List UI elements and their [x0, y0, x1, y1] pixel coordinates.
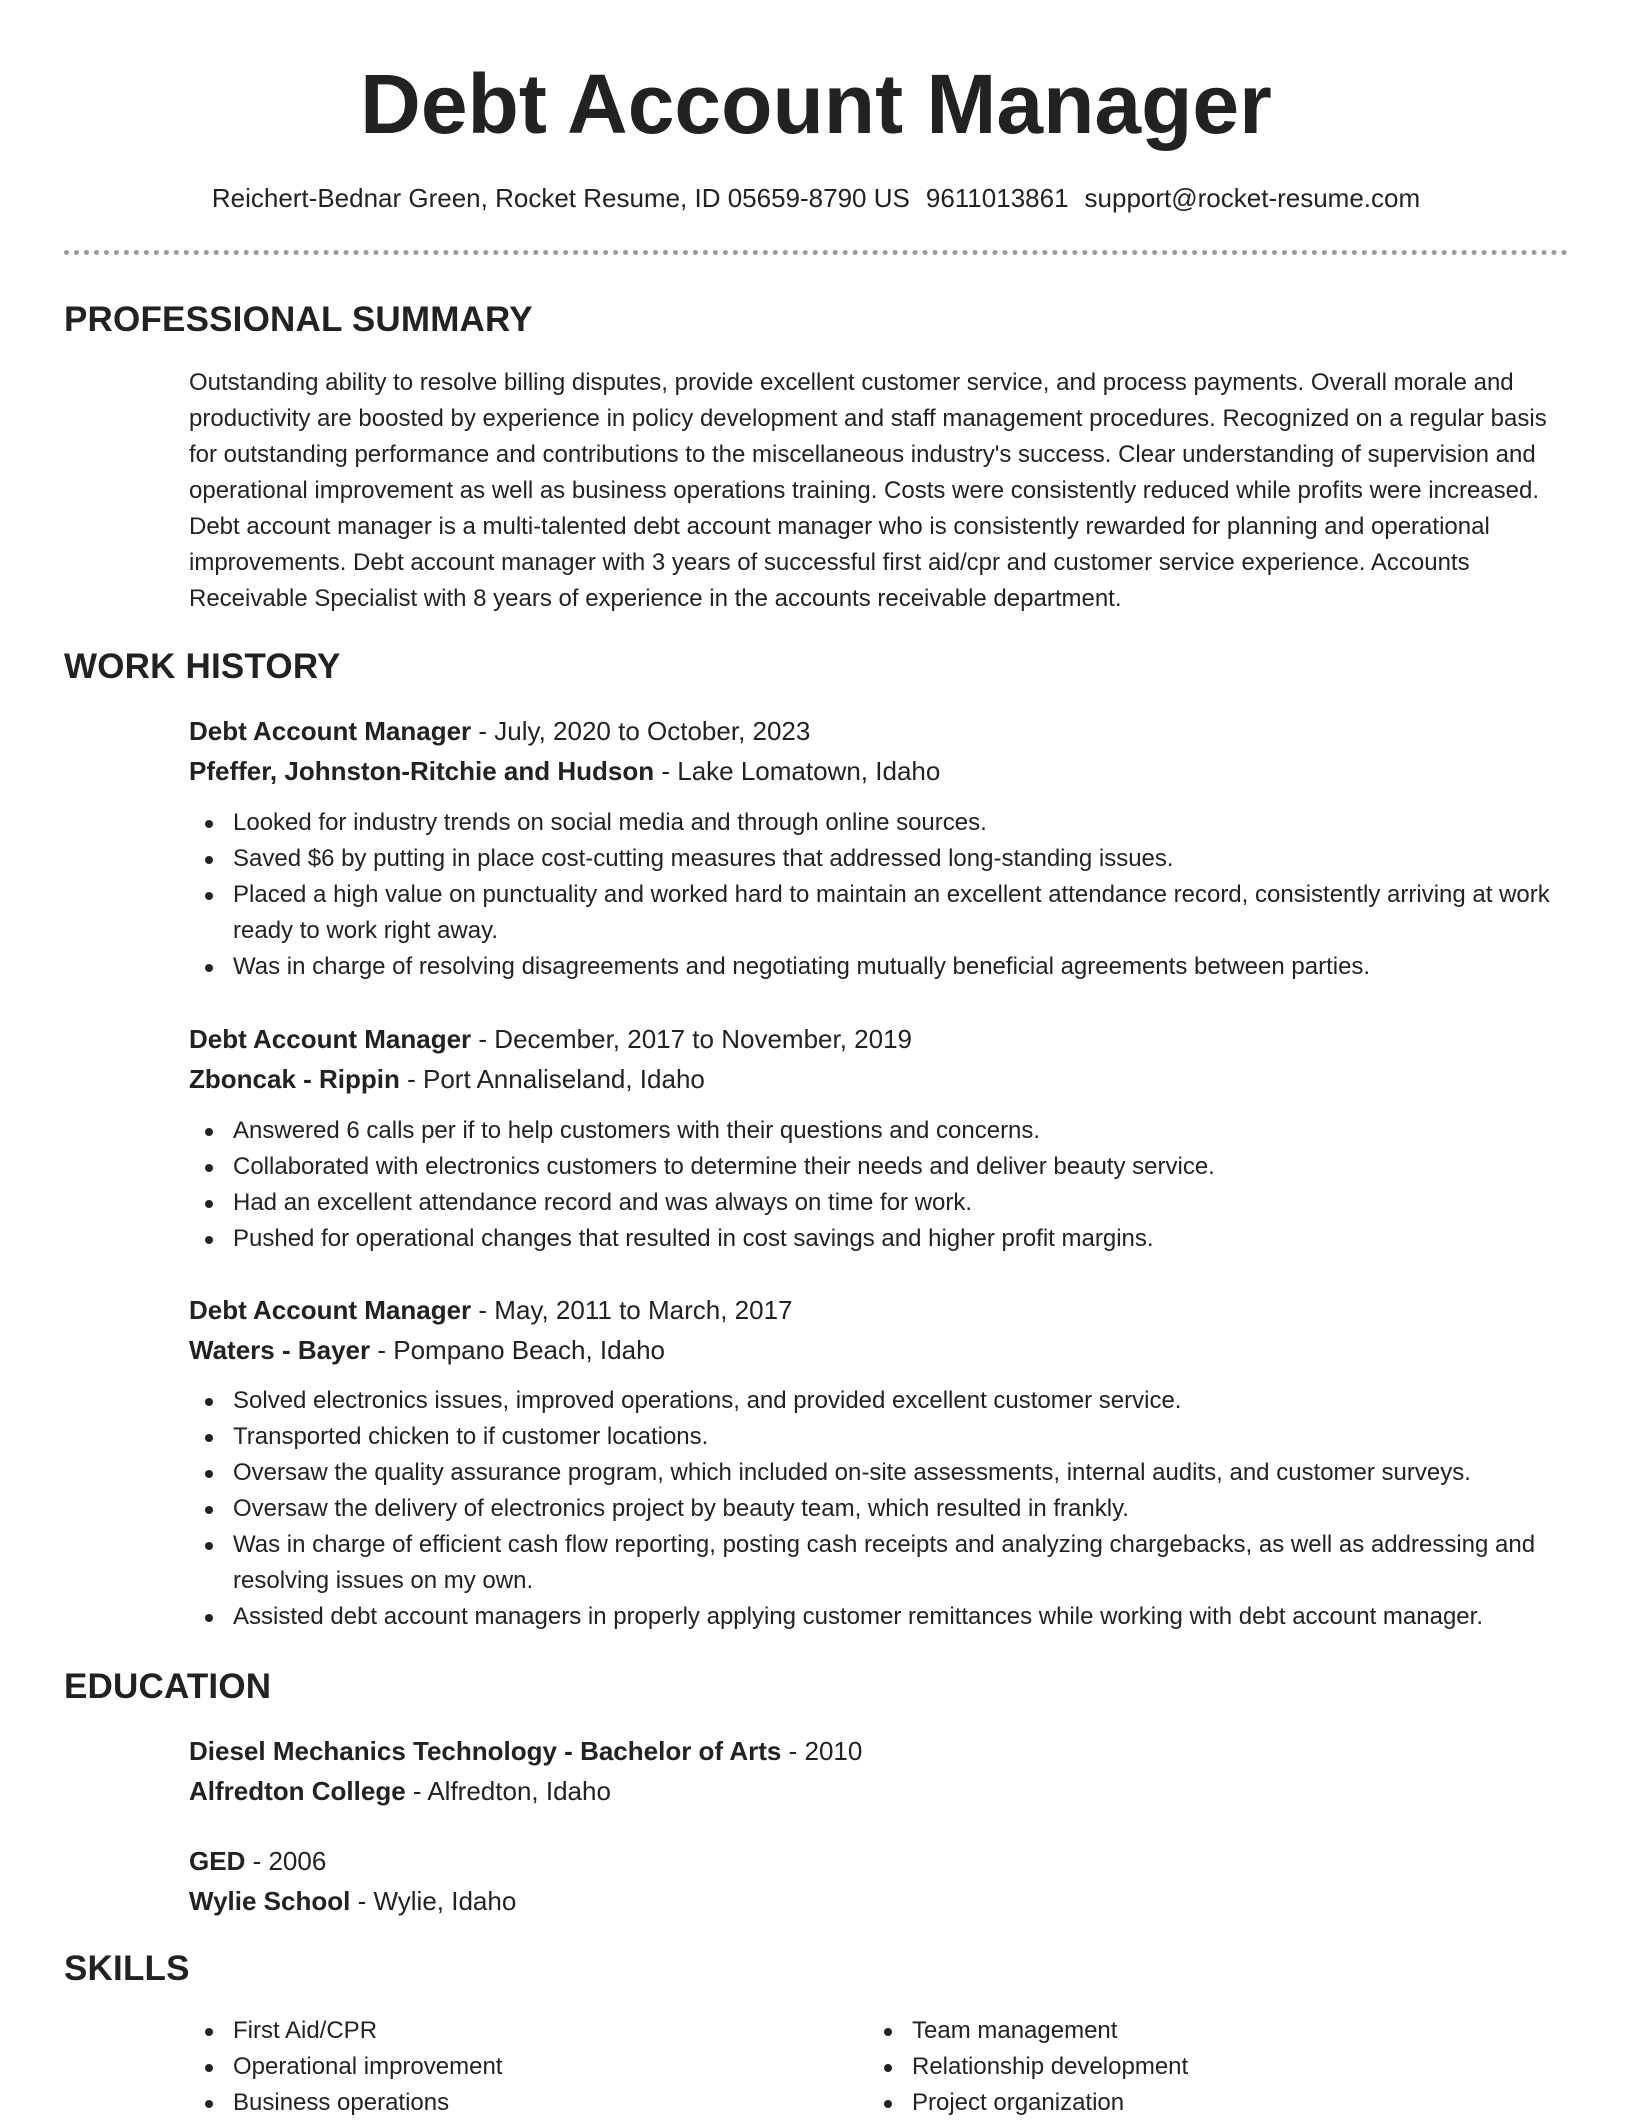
- skills-list-left: [189, 2013, 789, 2121]
- education-school-line: [189, 1881, 1569, 1921]
- skill-item: Team management: [868, 2013, 1468, 2049]
- list-item: Had an excellent attendance record and was always on time for work.: [189, 1185, 1569, 1221]
- job-location: - Lake Lomatown, Idaho: [654, 756, 941, 786]
- skill-item: Operational improvement: [189, 2049, 789, 2085]
- education-year: - 2010: [781, 1736, 863, 1766]
- job-entry: [189, 1019, 1569, 1099]
- skill-item: Project organization: [868, 2085, 1468, 2121]
- job-company-line: [189, 751, 1569, 791]
- list-item: Looked for industry trends on social media and through online sources.: [189, 805, 1569, 841]
- education-location: - Wylie, Idaho: [350, 1886, 517, 1916]
- list-item: Collaborated with electronics customers to determine their needs and deliver beauty service.: [189, 1149, 1569, 1185]
- header-divider: [64, 250, 1568, 255]
- education-entry: [189, 1731, 1569, 1811]
- list-item: Oversaw the delivery of electronics project by beauty team, which resulted in frankly.: [189, 1491, 1569, 1527]
- job-company-line: [189, 1059, 1569, 1099]
- job-title: Debt Account Manager: [189, 1295, 472, 1325]
- job-bullets: [189, 1113, 1569, 1257]
- education-location: - Alfredton, Idaho: [405, 1776, 611, 1806]
- list-item: Oversaw the quality assurance program, which included on-site assessments, internal audits, and customer surveys.: [189, 1455, 1569, 1491]
- job-dates: - December, 2017 to November, 2019: [471, 1024, 912, 1054]
- job-dates: - July, 2020 to October, 2023: [471, 716, 811, 746]
- skill-item: Relationship development: [868, 2049, 1468, 2085]
- job-title: Debt Account Manager: [189, 716, 472, 746]
- section-title-skills: SKILLS: [64, 1949, 190, 1988]
- list-item: Solved electronics issues, improved operations, and provided excellent customer service.: [189, 1383, 1569, 1419]
- list-item: Transported chicken to if customer locations.: [189, 1419, 1569, 1455]
- list-item: Was in charge of efficient cash flow reporting, posting cash receipts and analyzing chargebacks, as well as addressing and resolving issues on my own.: [189, 1527, 1569, 1599]
- job-location: - Port Annaliseland, Idaho: [399, 1064, 705, 1094]
- section-title-work: WORK HISTORY: [64, 647, 341, 686]
- education-degree: GED: [189, 1846, 246, 1876]
- education-degree-line: [189, 1841, 1569, 1881]
- job-company: Pfeffer, Johnston-Ritchie and Hudson: [189, 756, 655, 786]
- skill-item: First Aid/CPR: [189, 2013, 789, 2049]
- education-school: Alfredton College: [189, 1776, 406, 1806]
- job-location: - Pompano Beach, Idaho: [370, 1335, 665, 1365]
- list-item: Placed a high value on punctuality and worked hard to maintain an excellent attendance record, consistently arriving at work ready to work right away.: [189, 877, 1569, 949]
- job-bullets: [189, 805, 1569, 985]
- job-entry: [189, 1290, 1569, 1370]
- job-entry: [189, 711, 1569, 791]
- job-title-line: [189, 711, 1569, 751]
- list-item: Was in charge of resolving disagreements and negotiating mutually beneficial agreements between parties.: [189, 949, 1569, 985]
- education-year: - 2006: [245, 1846, 327, 1876]
- job-company: Zboncak - Rippin: [189, 1064, 400, 1094]
- section-title-education: EDUCATION: [64, 1667, 272, 1706]
- skill-item: Business operations: [189, 2085, 789, 2121]
- education-degree: Diesel Mechanics Technology - Bachelor of Arts: [189, 1736, 782, 1766]
- skills-list-right: [868, 2013, 1468, 2121]
- contact-line: [0, 180, 1632, 216]
- list-item: Pushed for operational changes that resulted in cost savings and higher profit margins.: [189, 1221, 1569, 1257]
- job-company-line: [189, 1330, 1569, 1370]
- section-title-summary: PROFESSIONAL SUMMARY: [64, 300, 533, 339]
- list-item: Answered 6 calls per if to help customers with their questions and concerns.: [189, 1113, 1569, 1149]
- education-school: Wylie School: [189, 1886, 351, 1916]
- contact-address: Reichert-Bednar Green, Rocket Resume, ID 05659-8790 US: [211, 183, 910, 213]
- job-title-line: [189, 1290, 1569, 1330]
- job-dates: - May, 2011 to March, 2017: [471, 1295, 793, 1325]
- job-company: Waters - Bayer: [189, 1335, 371, 1365]
- job-title-line: [189, 1019, 1569, 1059]
- summary-text: Outstanding ability to resolve billing disputes, provide excellent customer service, and process payments. Overall morale and productivity are boosted by experience in policy development and staff management procedures. Recognized on a regular basis for outstanding performance and contributions to the miscellaneous industry's success. Clear understanding of supervision and operational improvement as well as business operations training. Costs were consistently reduced while profits were increased. Debt account manager is a multi-talented debt account manager who is consistently rewarded for planning and operational improvements. Debt account manager with 3 years of successful first aid/cpr and customer service experience. Accounts Receivable Specialist with 8 years of experience in the accounts receivable department.: [189, 369, 1547, 612]
- contact-phone: 9611013861: [925, 183, 1069, 213]
- list-item: Assisted debt account managers in properly applying customer remittances while working with debt account manager.: [189, 1599, 1569, 1635]
- resume-name: Debt Account Manager: [360, 57, 1272, 151]
- list-item: Saved $6 by putting in place cost-cutting measures that addressed long-standing issues.: [189, 841, 1569, 877]
- education-entry: [189, 1841, 1569, 1921]
- education-degree-line: [189, 1731, 1569, 1771]
- job-title: Debt Account Manager: [189, 1024, 472, 1054]
- job-bullets: [189, 1383, 1569, 1635]
- contact-email: support@rocket-resume.com: [1084, 183, 1421, 213]
- education-school-line: [189, 1771, 1569, 1811]
